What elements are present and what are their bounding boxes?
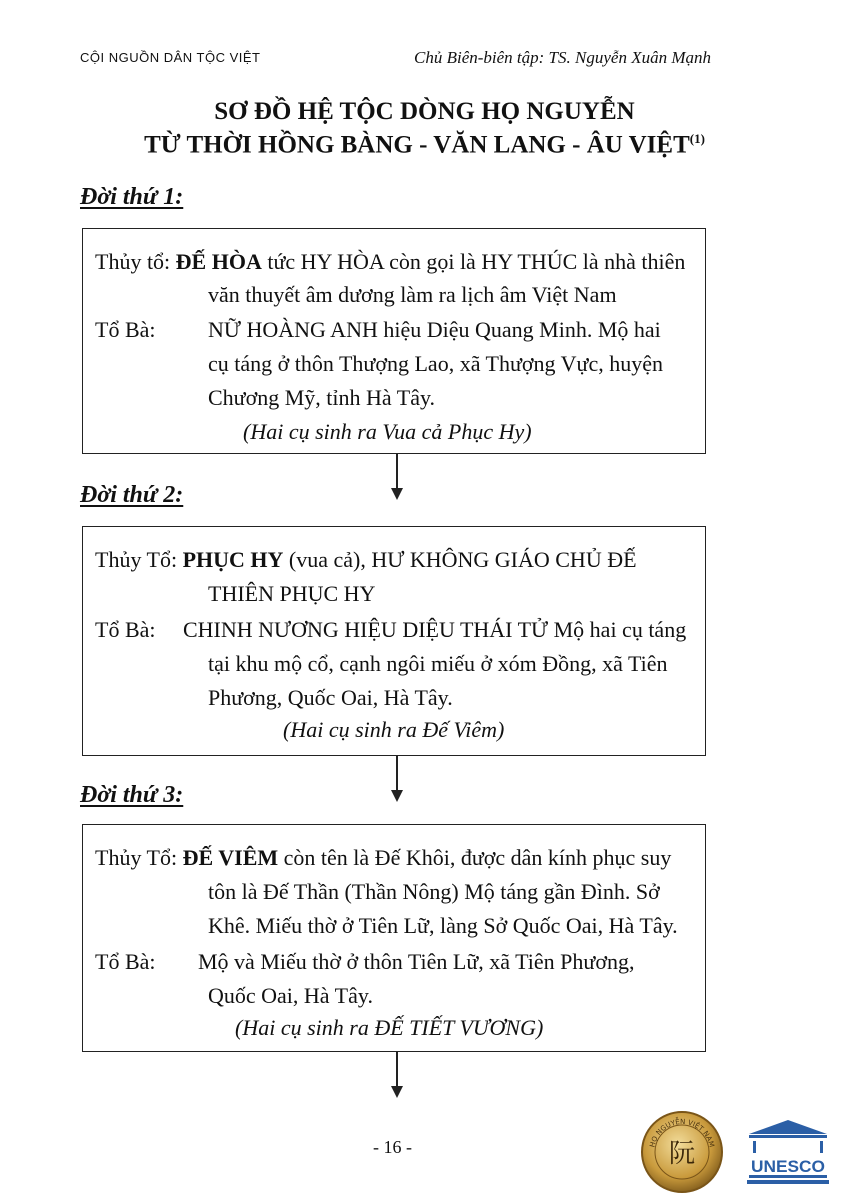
ancestor-continuation: Khê. Miếu thờ ở Tiên Lữ, làng Sở Quốc Oai, Hà Tây. bbox=[208, 913, 678, 938]
unesco-text: UNESCO bbox=[751, 1157, 825, 1176]
page-subtitle: TỪ THỜI HỒNG BÀNG - VĂN LANG - ÂU VIỆT$^{(1)}$ bbox=[144, 131, 705, 159]
generation-3-heading: Đời thứ 3: bbox=[80, 782, 184, 808]
wife-label: Tổ Bà: bbox=[95, 617, 156, 642]
wife-continuation: Phương, Quốc Oai, Hà Tây. bbox=[208, 685, 453, 710]
header-editor: Chủ Biên-biên tập: TS. Nguyễn Xuân Mạnh bbox=[414, 48, 711, 67]
page-title: SƠ ĐỒ HỆ TỘC DÒNG HỌ NGUYỄN bbox=[214, 98, 635, 125]
offspring-note: (Hai cụ sinh ra Vua cả Phục Hy) bbox=[243, 419, 532, 444]
wife-line: Mộ và Miếu thờ ở thôn Tiên Lữ, xã Tiên Phương, bbox=[198, 949, 635, 974]
ancestor-continuation: tôn là Đế Thần (Thần Nông) Mộ táng gần Đình. Sở bbox=[208, 879, 660, 904]
ancestor-continuation: văn thuyết âm dương làm ra lịch âm Việt Nam bbox=[208, 282, 617, 307]
wife-label: Tổ Bà: bbox=[95, 317, 156, 342]
footnote-mark: (1) bbox=[689, 131, 705, 146]
ancestor-continuation: THIÊN PHỤC HY bbox=[208, 581, 376, 606]
offspring-note: (Hai cụ sinh ra ĐẾ TIẾT VƯƠNG) bbox=[235, 1015, 544, 1040]
ancestor-line: Thủy Tổ: PHỤC HY (vua cả), HƯ KHÔNG GIÁO CHỦ ĐẾ bbox=[95, 547, 637, 572]
down-arrow-icon bbox=[391, 454, 403, 500]
generation-1-heading: Đời thứ 1: bbox=[80, 184, 184, 210]
ancestor-line: Thủy tổ: ĐẾ HÒA tức HY HÒA còn gọi là HY THÚC là nhà thiên bbox=[95, 249, 686, 274]
down-arrow-icon bbox=[391, 756, 403, 802]
unesco-logo bbox=[745, 1118, 831, 1188]
wife-continuation: tại khu mộ cổ, cạnh ngôi miếu ở xóm Đồng, xã Tiên bbox=[208, 651, 668, 676]
down-arrow-icon bbox=[391, 1052, 403, 1098]
family-seal-logo bbox=[640, 1110, 724, 1194]
offspring-note: (Hai cụ sinh ra Đế Viêm) bbox=[283, 717, 505, 742]
ancestor-line: Thủy Tổ: ĐẾ VIÊM còn tên là Đế Khôi, được dân kính phục suy bbox=[95, 845, 672, 870]
generation-2-box bbox=[82, 526, 706, 756]
wife-continuation: Chương Mỹ, tỉnh Hà Tây. bbox=[208, 385, 436, 410]
seal-glyph: 阮 bbox=[668, 1139, 696, 1169]
page-number: - 16 - bbox=[373, 1137, 412, 1157]
ancestor-name: PHỤC HY bbox=[182, 547, 284, 572]
seal-text: HỌ NGUYỄN VIỆT NAM bbox=[648, 1117, 716, 1149]
wife-line: NỮ HOÀNG ANH hiệu Diệu Quang Minh. Mộ hai bbox=[208, 317, 661, 342]
header-book-title: CỘI NGUỒN DÂN TỘC VIỆT bbox=[80, 50, 261, 65]
generation-1-box bbox=[82, 228, 706, 454]
ancestor-name: ĐẾ HÒA bbox=[175, 249, 262, 274]
wife-continuation: cụ táng ở thôn Thượng Lao, xã Thượng Vực, huyện bbox=[208, 351, 663, 376]
generation-2-heading: Đời thứ 2: bbox=[80, 482, 184, 508]
ancestor-name: ĐẾ VIÊM bbox=[182, 845, 279, 870]
generation-3-box bbox=[82, 824, 706, 1052]
wife-continuation: Quốc Oai, Hà Tây. bbox=[208, 983, 373, 1008]
wife-line: CHINH NƯƠNG HIỆU DIỆU THÁI TỬ Mộ hai cụ táng bbox=[183, 617, 687, 642]
wife-label: Tổ Bà: bbox=[95, 949, 156, 974]
